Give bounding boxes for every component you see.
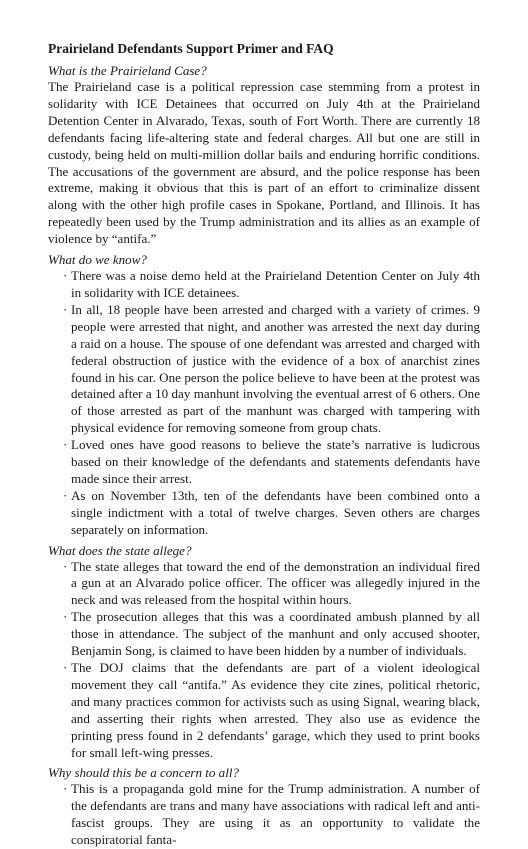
list-item-text: As on November 13th, ten of the defendants have been combined onto a single indictment with a total of twelve charges. Seven others are charges separately on information. xyxy=(71,487,480,537)
section-what-do-we-know xyxy=(48,251,480,539)
list-item-text: In all, 18 people have been arrested and charged with a variety of crimes. 9 people were arrested that night, and another was arrested the next day during a raid on a house. The spouse of one defendant was arrested and charged with federal obstruction of justice with the evidence of a box of anarchist zines found in his car. One person the police believe to have been at the protest was detained after a 10 day manhunt involving the eventual arrest of 6 others. One of those arrested as part of the manhunt was charged with tampering with physical evidence for removing someone from group chats. xyxy=(71,301,480,436)
bullet-marker: · xyxy=(63,660,68,675)
bullet-marker: · xyxy=(63,609,68,625)
document-title: Prairieland Defendants Support Primer and FAQ xyxy=(48,41,334,56)
list-item xyxy=(48,660,480,761)
bullet-marker: · xyxy=(63,268,68,284)
section-heading: What is the Prairieland Case? xyxy=(48,63,207,78)
section-heading: Why should this be a concern to all? xyxy=(48,765,239,781)
section-heading: What does the state allege? xyxy=(48,542,192,558)
bullet-marker: · xyxy=(63,437,68,453)
list-item xyxy=(48,488,480,539)
list-item-text: The prosecution alleges that this was a coordinated ambush planned by all those in attendance. The subject of the manhunt and only accused shooter, Benjamin Song, is claimed to have been hidden by a number of individuals. xyxy=(71,609,480,659)
list-item-text: This is a propaganda gold mine for the Trump administration. A number of the defendants are trans and many have associations with radical left and anti-fascist groups. They are using it as an opportunity to validate the conspiratorial fanta- xyxy=(71,781,480,848)
list-item xyxy=(48,781,480,849)
list-item xyxy=(48,437,480,488)
bullet-marker: · xyxy=(63,487,68,503)
section-state-allegations xyxy=(48,542,480,762)
list-item xyxy=(48,268,480,302)
list-item xyxy=(48,609,480,660)
bullet-list xyxy=(48,268,480,539)
list-item-text: Loved ones have good reasons to believe the state’s narrative is ludicrous based on their knowledge of the defendants and statements defendants have made since their arrest. xyxy=(71,437,480,486)
section-paragraph: The Prairieland case is a political repression case stemming from a protest in solidarity with ICE Detainees that occurred on July 4th at the Prairieland Detention Center in Alvarado, Texas, south of Fort Worth. There are currently 18 defendants facing life-altering state and federal charges. All but one are still in custody, being held on multi-million dollar bails and enduring horrific conditions. The accusations of the government are absurd, and the police response has been extreme, making it obvious that this is part of an effort to criminalize dissent along with the other high profile cases in Spokane, Portland, and Illinois. It has repeatedly been used by the Trump administration and its allies as an example of violence by “antifa.” xyxy=(48,79,480,247)
bullet-list xyxy=(48,559,480,762)
bullet-marker: · xyxy=(63,558,68,574)
section-why-concern xyxy=(48,764,480,849)
list-item-text: The state alleges that toward the end of the demonstration an individual fired a gun at an Alvarado police officer. The officer was allegedly injured in the neck and was released from the hospital within hours. xyxy=(71,558,480,608)
section-heading: What do we know? xyxy=(48,252,147,268)
list-item xyxy=(48,559,480,610)
bullet-marker: · xyxy=(63,301,68,317)
bullet-marker: · xyxy=(63,781,68,797)
bullet-list xyxy=(48,781,480,849)
section-what-is-case xyxy=(48,62,480,248)
list-item xyxy=(48,302,480,437)
list-item-text: There was a noise demo held at the Prairieland Detention Center on July 4th in solidarity with ICE detainees. xyxy=(71,268,480,300)
list-item-text: The DOJ claims that the defendants are part of a violent ideological movement they call “antifa.” As evidence they cite zines, political rhetoric, and many practices common for activists such as using Signal, wearing black, and asserting their rights when arrested. They also use as evidence the printing press found in 2 defendants’ garage, which they used to print books for small left-wing presses. xyxy=(71,660,480,760)
